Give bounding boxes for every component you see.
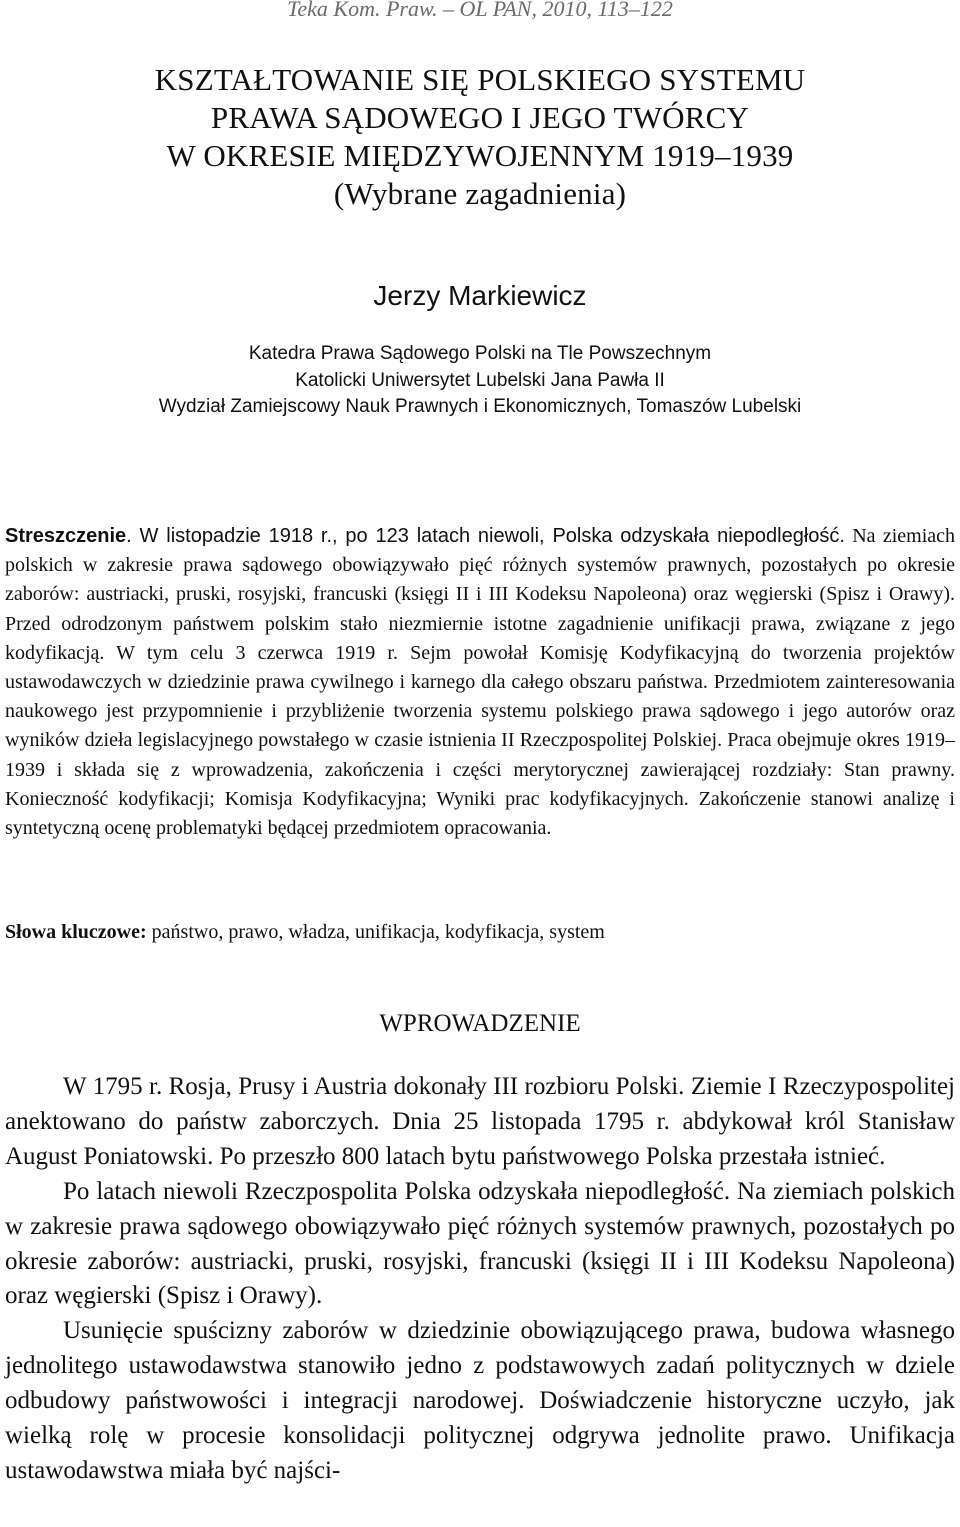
section-body [5,1070,955,1489]
section-heading: WPROWADZENIE [379,1010,581,1037]
author-affiliation [0,341,960,421]
keywords-text: państwo, prawo, władza, unifikacja, kodyfikacja, system [146,921,605,943]
affiliation-line-3: Wydział Zamiejscowy Nauk Prawnych i Ekonomicznych, Tomaszów Lubelski [158,396,802,417]
body-paragraph-2: Po latach niewoli Rzeczpospolita Polska odzyskała niepodległość. Na ziemiach polskich w zakresie prawa sądowego obowiązywało pięć różnych systemów prawnych, pozostałych po okresie zaborów: austriacki, pruski, rosyjski, francuski (księgi II i III Kodeksu Napoleona) oraz węgierski (Spisz i Orawy). [5,1177,955,1310]
author-name: Jerzy Markiewicz [373,280,587,311]
title-line-1: KSZTAŁTOWANIE SIĘ POLSKIEGO SYSTEMU [154,62,806,97]
affiliation-line-2: Katolicki Uniwersytet Lubelski Jana Pawła II [295,369,665,391]
article-title [0,61,960,213]
body-paragraph-3: Usunięcie spuścizny zaborów w dziedzinie obowiązującego prawa, budowa własnego jednolitego ustawodawstwa stanowiło jedno z podstawowych zadań politycznych w dziele odbudowy państwowości i integracji narodowej. Doświadczenie historyczne uczyło, jak wielką rolę w procesie konsolidacji politycznej odgrywa jednolite prawo. Unifikacja ustawodawstwa miała być najści- [5,1317,955,1484]
abstract-lead-sentence: . W listopadzie 1918 r., po 123 latach niewoli, Polska odzyskała niepodległość. [126,525,845,547]
abstract-text: Na ziemiach polskich w zakresie prawa sądowego obowiązywało pięć różnych systemów prawnych, pozostałych po okresie zaborów: austriacki, pruski, rosyjski, francuski (księgi II i III Kodeksu Napoleona) oraz węgierski (Spisz i Orawy). Przed odrodzonym państwem polskim stało niezmiernie istotne zagadnienie unifikacji prawa, związane z jego kodyfikacją. W tym celu 3 czerwca 1919 r. Sejm powołał Komisję Kodyfikacyjną do tworzenia projektów ustawodawczych w dziedzinie prawa cywilnego i karnego dla całego obszaru państwa. Przedmiotem zainteresowania naukowego jest przypomnienie i przybliżenie tworzenia systemu polskiego prawa sądowego i jego autorów oraz wyników dzieła legislacyjnego powstałego w czasie istnienia II Rzeczpospolitej Polskiej. Praca obejmuje okres 1919–1939 i składa się z wprowadzenia, zakończenia i części merytorycznej zawierającej rozdziały: Stan prawny. Konieczność kodyfikacji; Komisja Kodyfikacyjna; Wyniki prac kodyfikacyjnych. Zakończenie stanowi analizę i syntetyczną ocenę problematyki będącej przedmiotem opracowania. [5,525,956,840]
affiliation-line-1: Katedra Prawa Sądowego Polski na Tle Powszechnym [248,343,712,364]
running-header: Teka Kom. Praw. – OL PAN, 2010, 113–122 [287,0,673,21]
title-line-4-subtitle: (Wybrane zagadnienia) [333,176,627,211]
body-paragraph-1: W 1795 r. Rosja, Prusy i Austria dokonały III rozbioru Polski. Ziemie I Rzeczypospolitej anektowano do państw zaborczych. Dnia 25 listopada 1795 r. abdykował król Stanisław August Poniatowski. Po przeszło 800 latach bytu państwowego Polska przestała istnieć. [5,1073,955,1170]
title-line-2: PRAWA SĄDOWEGO I JEGO TWÓRCY [210,100,750,135]
keywords-label: Słowa kluczowe: [5,921,147,943]
title-line-3: W OKRESIE MIĘDZYWOJENNYM 1919–1939 [166,138,794,173]
abstract [5,522,955,843]
abstract-lead [5,525,845,547]
keywords [5,918,955,946]
abstract-label: Streszczenie [5,525,127,547]
